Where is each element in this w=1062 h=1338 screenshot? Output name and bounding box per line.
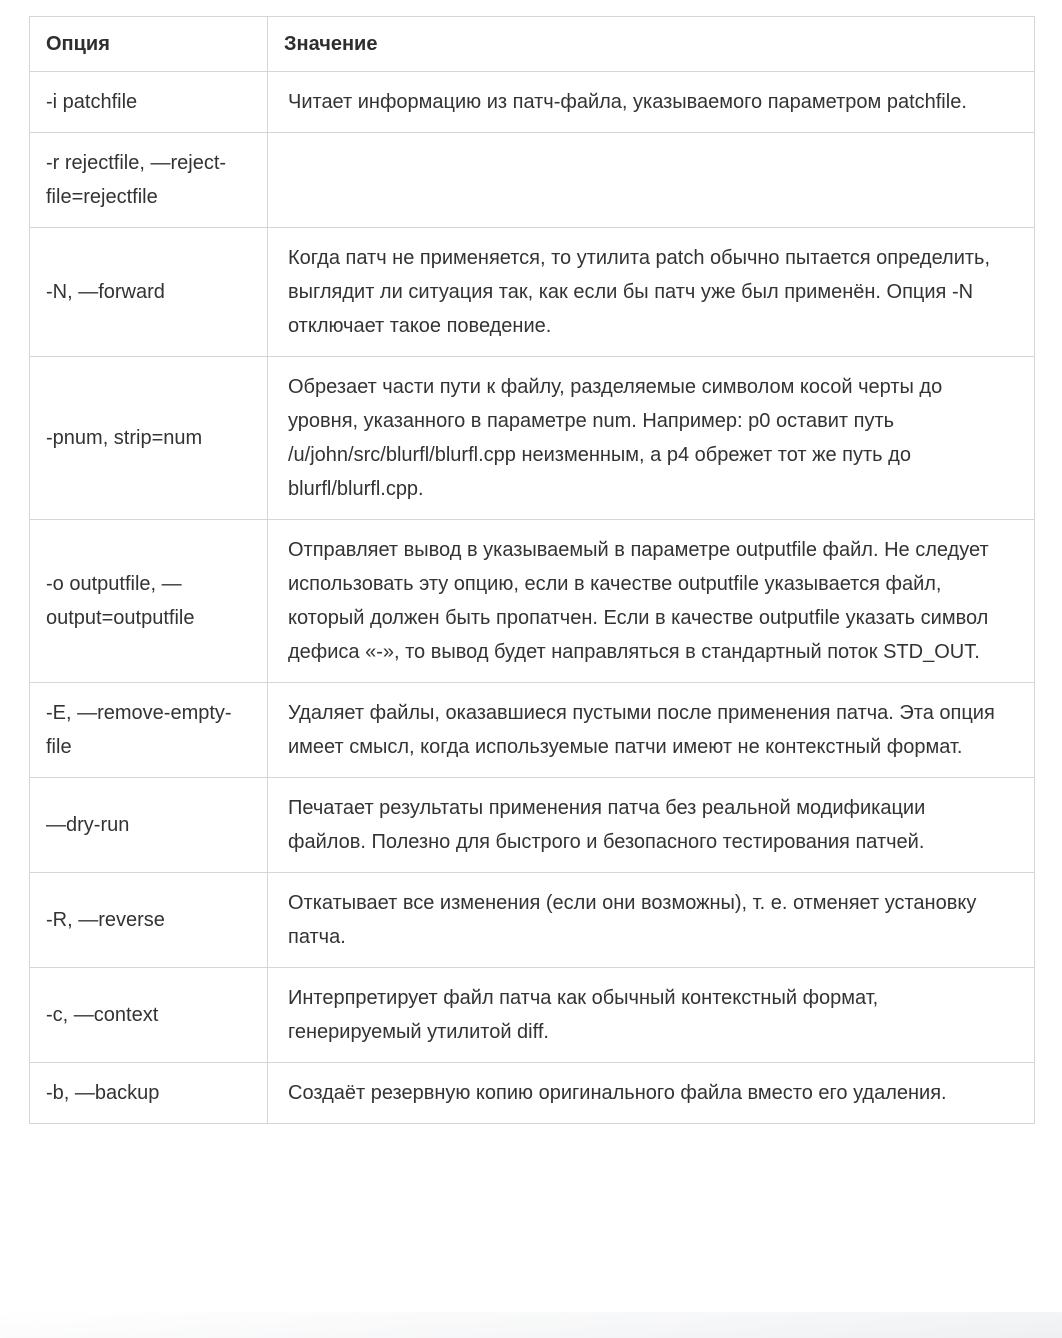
value-cell: Откатывает все изменения (если они возможны), т. е. отменяет установку патча.	[268, 873, 1035, 968]
option-cell: -R, —reverse	[30, 873, 268, 968]
column-header-value: Значение	[268, 17, 1035, 72]
value-cell: Когда патч не применяется, то утилита patch обычно пытается определить, выглядит ли ситуация так, как если бы патч уже был применён. Опция -N отключает такое поведение.	[268, 228, 1035, 357]
option-cell: -r rejectfile, —reject-file=rejectfile	[30, 133, 268, 228]
table-row	[30, 357, 1035, 520]
option-cell: —dry-run	[30, 778, 268, 873]
option-cell: -N, —forward	[30, 228, 268, 357]
table-row	[30, 683, 1035, 778]
column-header-option: Опция	[30, 17, 268, 72]
page-bottom-shade	[0, 1312, 1062, 1338]
option-cell: -c, —context	[30, 968, 268, 1063]
value-cell: Печатает результаты применения патча без реальной модификации файлов. Полезно для быстрого и безопасного тестирования патчей.	[268, 778, 1035, 873]
value-cell: Отправляет вывод в указываемый в параметре outputfile файл. Не следует использовать эту опцию, если в качестве outputfile указывается файл, который должен быть пропатчен. Если в качестве outputfile указать символ дефиса «-», то вывод будет направляться в стандартный поток STD_OUT.	[268, 520, 1035, 683]
patch-options-table	[29, 16, 1035, 1124]
option-cell: -i patchfile	[30, 72, 268, 133]
table-header-row	[30, 17, 1035, 72]
value-cell: Удаляет файлы, оказавшиеся пустыми после применения патча. Эта опция имеет смысл, когда используемые патчи имеют не контекстный формат.	[268, 683, 1035, 778]
value-cell: Читает информацию из патч-файла, указываемого параметром patchfile.	[268, 72, 1035, 133]
table-row	[30, 72, 1035, 133]
value-cell: Создаёт резервную копию оригинального файла вместо его удаления.	[268, 1063, 1035, 1124]
value-cell: Обрезает части пути к файлу, разделяемые символом косой черты до уровня, указанного в параметре num. Например: p0 оставит путь /u/john/src/blurfl/blurfl.cpp неизменным, а p4 обрежет тот же путь до blurfl/blurfl.cpp.	[268, 357, 1035, 520]
table-row	[30, 778, 1035, 873]
table-row	[30, 968, 1035, 1063]
table-row	[30, 520, 1035, 683]
table-row	[30, 1063, 1035, 1124]
option-cell: -o outputfile, —output=outputfile	[30, 520, 268, 683]
option-cell: -E, —remove-empty-file	[30, 683, 268, 778]
table-row	[30, 133, 1035, 228]
table-row	[30, 873, 1035, 968]
option-cell: -b, —backup	[30, 1063, 268, 1124]
option-cell: -pnum, strip=num	[30, 357, 268, 520]
value-cell: Интерпретирует файл патча как обычный контекстный формат, генерируемый утилитой diff.	[268, 968, 1035, 1063]
value-cell	[268, 133, 1035, 228]
table-row	[30, 228, 1035, 357]
